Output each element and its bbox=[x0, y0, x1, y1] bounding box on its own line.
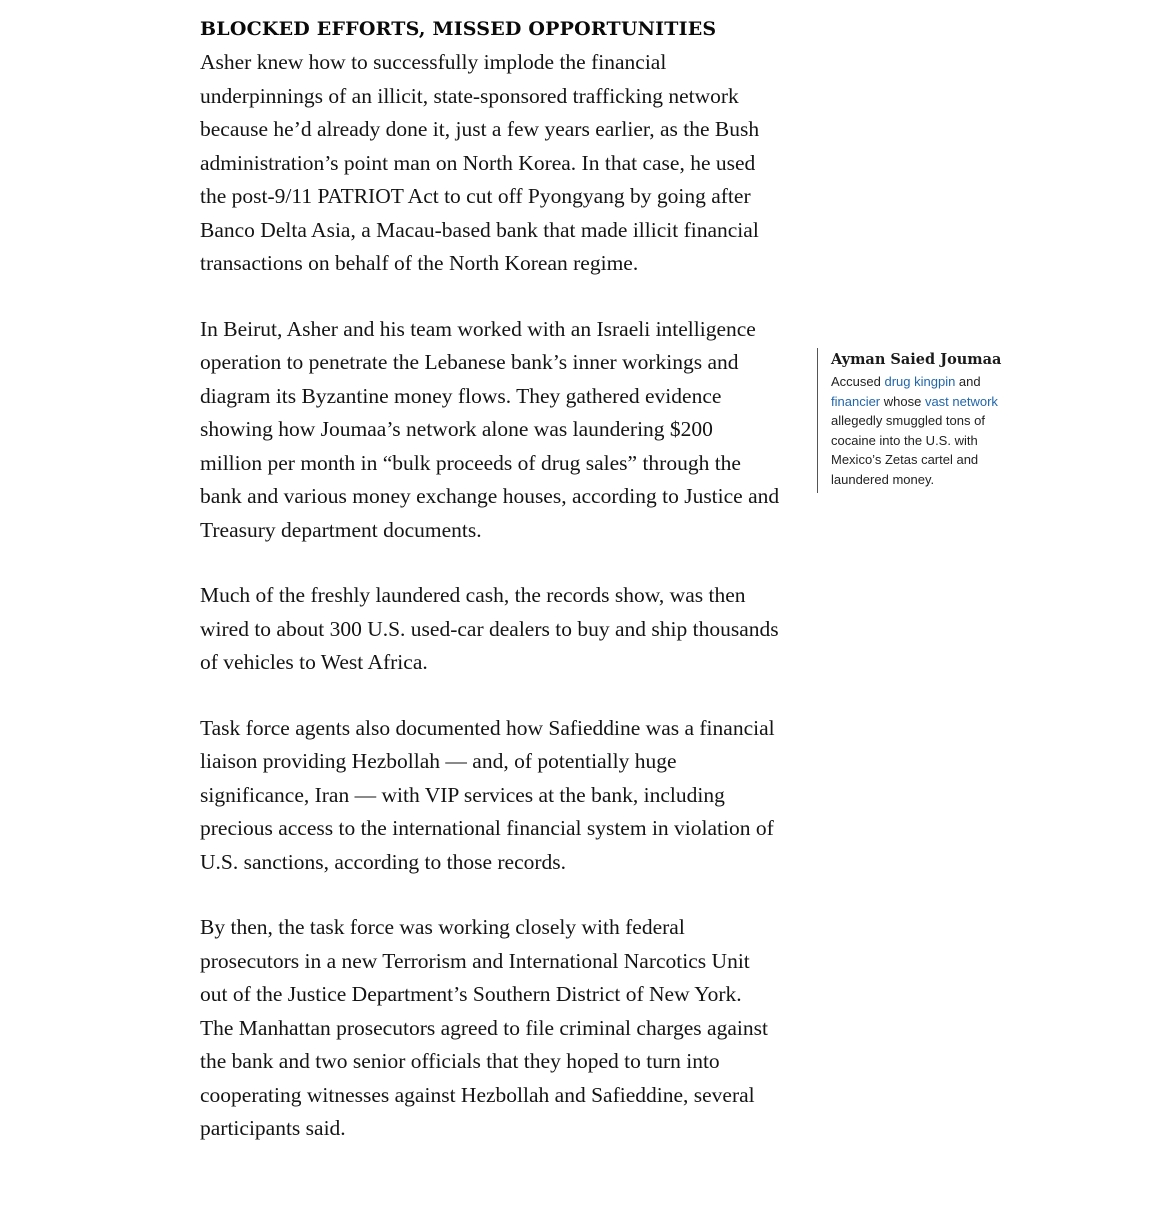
profile-desc-text: allegedly smuggled tons of cocaine into the U.S. with Mexico’s Zetas cartel and laundered money. bbox=[831, 413, 985, 487]
profile-sidebar bbox=[817, 348, 1016, 493]
drug-kingpin-link[interactable]: drug kingpin bbox=[884, 374, 956, 389]
financier-link[interactable]: financier bbox=[831, 393, 881, 409]
paragraph-2: In Beirut, Asher and his team worked with an Israeli intelligence operation to penetrate the Lebanese bank’s inner workings and diagram its Byzantine money flows. They gathered evidence showing how Joumaa’s network alone was laundering $200 million per month in “bulk proceeds of drug sales” through the bank and various money exchange houses, according to Justice and Treasury department documents. bbox=[200, 316, 780, 542]
paragraph-3: Much of the freshly laundered cash, the records show, was then wired to about 300 U.S. used-car dealers to buy and ship thousands of vehicles to West Africa. bbox=[200, 583, 779, 674]
vast-network-link[interactable]: vast network bbox=[924, 393, 998, 409]
paragraph-5: By then, the task force was working closely with federal prosecutors in a new Terrorism and International Narcotics Unit out of the Justice Department’s Southern District of New York. The Manhattan prosecutors agreed to file criminal charges against the bank and two senior officials that they hoped to turn into cooperating witnesses against Hezbollah and Safieddine, several participants said. bbox=[200, 915, 768, 1140]
profile-desc-text: and bbox=[955, 374, 981, 389]
profile-desc-text: whose bbox=[880, 393, 925, 409]
paragraph-1: Asher knew how to successfully implode the financial underpinnings of an illicit, state-sponsored trafficking network because he’d already done it, just a few years earlier, as the Bush administration’s point man on North Korea. In that case, he used the post-9/11 PATRIOT Act to cut off Pyongyang by going after Banco Delta Asia, a Macau-based bank that made illicit financial transactions on behalf of the North Korean regime. bbox=[200, 50, 760, 275]
section-heading: BLOCKED EFFORTS, MISSED OPPORTUNITIES bbox=[200, 18, 717, 40]
article-body bbox=[200, 16, 780, 1178]
profile-name: Ayman Saied Joumaa bbox=[831, 351, 1002, 368]
profile-description bbox=[831, 372, 1016, 489]
paragraph-4: Task force agents also documented how Safieddine was a financial liaison providing Hezbollah — and, of potentially huge significance, Iran — with VIP services at the bank, including precious access to the international financial system in violation of U.S. sanctions, according to those records. bbox=[200, 715, 775, 874]
profile-desc-text: Accused bbox=[831, 374, 885, 389]
